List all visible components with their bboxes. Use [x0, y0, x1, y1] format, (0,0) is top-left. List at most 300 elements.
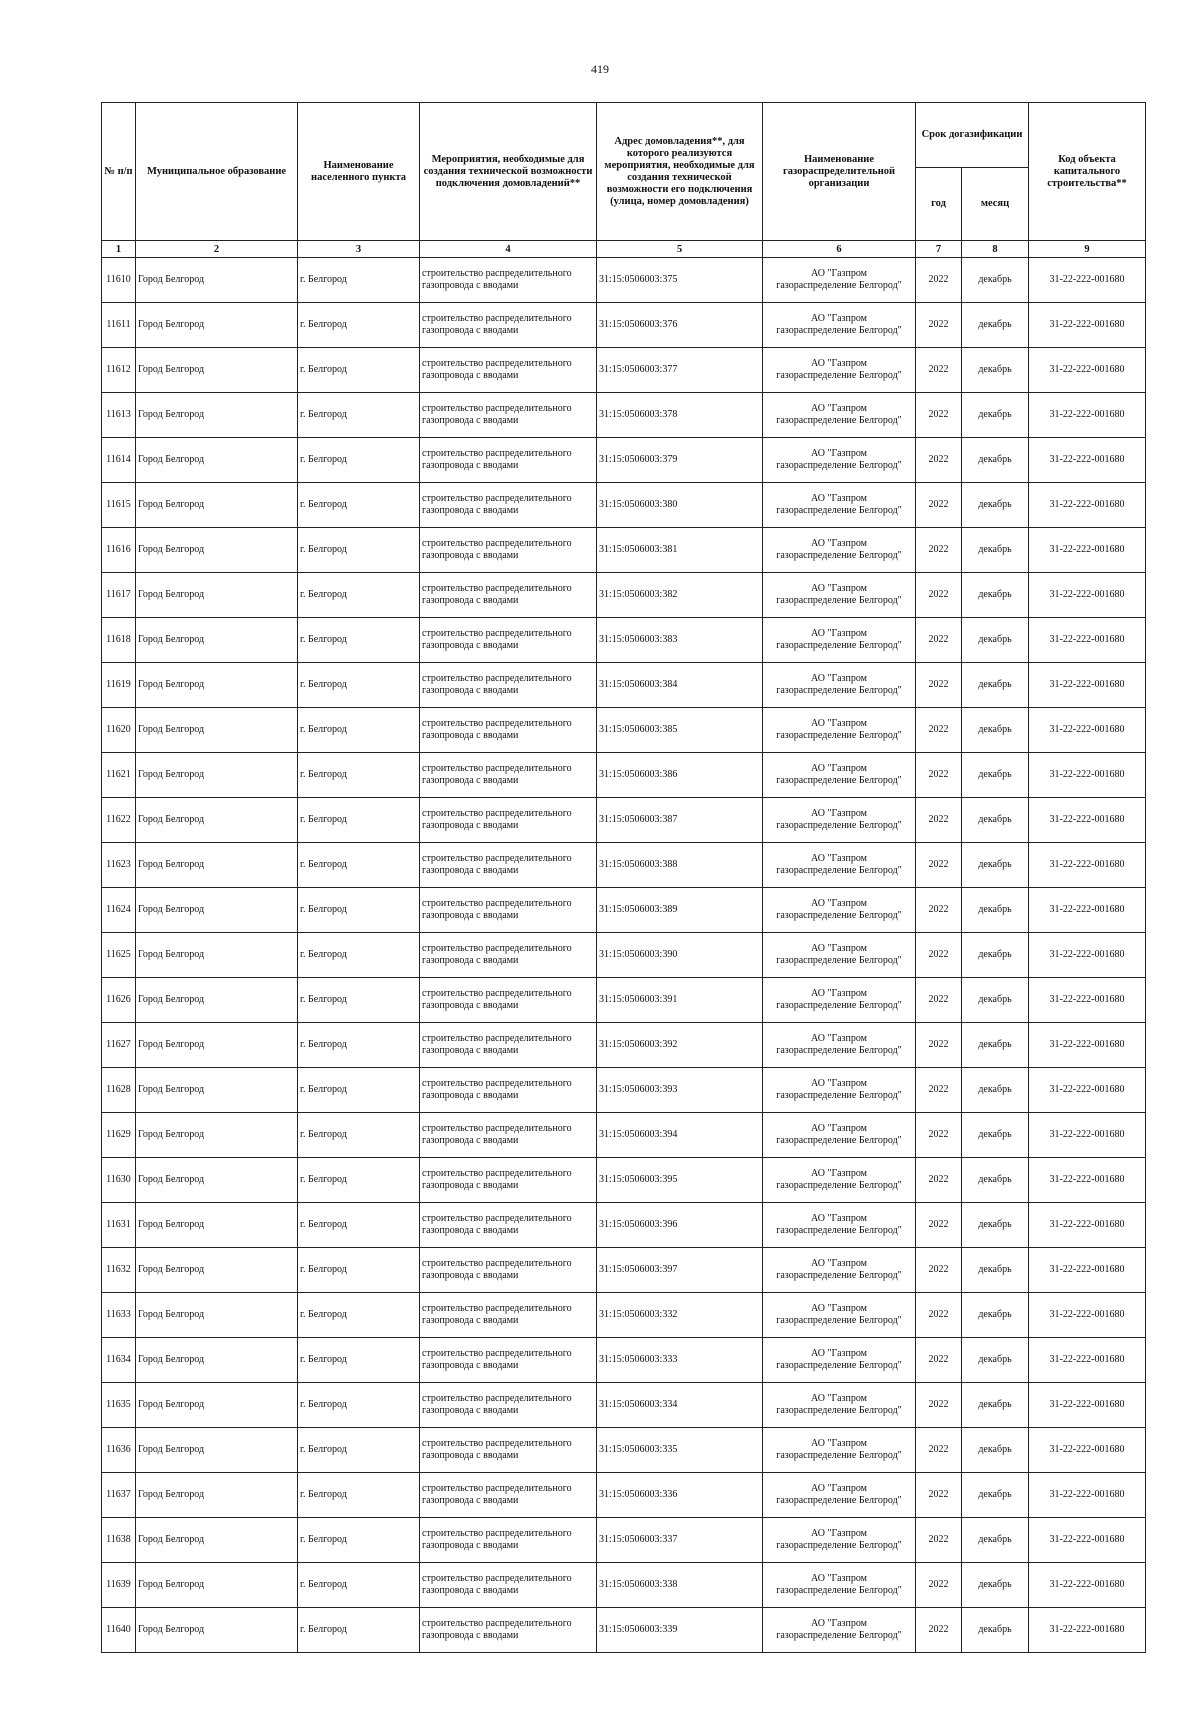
address-cell: 31:15:0506003:378	[597, 393, 763, 438]
organization-cell	[763, 888, 916, 933]
municipality-cell: Город Белгород	[136, 1068, 298, 1113]
organization-cell	[763, 663, 916, 708]
municipality-cell: Город Белгород	[136, 1023, 298, 1068]
activity-cell: строительство распределительного газопровода с вводами	[420, 1023, 597, 1068]
table-row	[102, 663, 1146, 708]
address-cell: 31:15:0506003:394	[597, 1113, 763, 1158]
month-cell: декабрь	[962, 1428, 1029, 1473]
locality-cell: г. Белгород	[298, 1203, 420, 1248]
organization-line1: АО "Газпром	[811, 1213, 867, 1224]
organization-line2: газораспределение Белгород"	[776, 1045, 902, 1056]
activity-cell: строительство распределительного газопровода с вводами	[420, 753, 597, 798]
code-cell: 31-22-222-001680	[1029, 1338, 1146, 1383]
table-body	[102, 258, 1146, 1653]
municipality-cell: Город Белгород	[136, 708, 298, 753]
activity-cell: строительство распределительного газопровода с вводами	[420, 1338, 597, 1383]
address-cell: 31:15:0506003:386	[597, 753, 763, 798]
address-cell: 31:15:0506003:396	[597, 1203, 763, 1248]
table-header	[102, 103, 1146, 258]
municipality-cell: Город Белгород	[136, 1248, 298, 1293]
month-cell: декабрь	[962, 483, 1029, 528]
month-cell: декабрь	[962, 1473, 1029, 1518]
organization-line2: газораспределение Белгород"	[776, 820, 902, 831]
year-cell: 2022	[916, 573, 962, 618]
month-cell: декабрь	[962, 708, 1029, 753]
row-number: 11633	[102, 1293, 136, 1338]
gasification-table	[101, 102, 1146, 1653]
activity-cell: строительство распределительного газопровода с вводами	[420, 1248, 597, 1293]
municipality-cell: Город Белгород	[136, 303, 298, 348]
organization-cell	[763, 483, 916, 528]
month-cell: декабрь	[962, 933, 1029, 978]
municipality-cell: Город Белгород	[136, 1338, 298, 1383]
organization-cell	[763, 1428, 916, 1473]
organization-cell	[763, 1518, 916, 1563]
municipality-cell: Город Белгород	[136, 978, 298, 1023]
month-cell: декабрь	[962, 1023, 1029, 1068]
table-row	[102, 933, 1146, 978]
activity-cell: строительство распределительного газопровода с вводами	[420, 1428, 597, 1473]
code-cell: 31-22-222-001680	[1029, 798, 1146, 843]
municipality-cell: Город Белгород	[136, 438, 298, 483]
organization-line1: АО "Газпром	[811, 358, 867, 369]
organization-line2: газораспределение Белгород"	[776, 1000, 902, 1011]
code-cell: 31-22-222-001680	[1029, 663, 1146, 708]
year-cell: 2022	[916, 258, 962, 303]
organization-cell	[763, 753, 916, 798]
year-cell: 2022	[916, 528, 962, 573]
organization-line2: газораспределение Белгород"	[776, 1090, 902, 1101]
column-number: 6	[763, 241, 916, 258]
month-cell: декабрь	[962, 1113, 1029, 1158]
locality-cell: г. Белгород	[298, 483, 420, 528]
locality-cell: г. Белгород	[298, 663, 420, 708]
address-cell: 31:15:0506003:393	[597, 1068, 763, 1113]
row-number: 11627	[102, 1023, 136, 1068]
organization-line2: газораспределение Белгород"	[776, 1450, 902, 1461]
month-cell: декабрь	[962, 303, 1029, 348]
table-row	[102, 1338, 1146, 1383]
organization-line1: АО "Газпром	[811, 403, 867, 414]
row-number: 11620	[102, 708, 136, 753]
code-cell: 31-22-222-001680	[1029, 438, 1146, 483]
year-cell: 2022	[916, 1248, 962, 1293]
organization-cell	[763, 1338, 916, 1383]
code-cell: 31-22-222-001680	[1029, 1473, 1146, 1518]
locality-cell: г. Белгород	[298, 1473, 420, 1518]
municipality-cell: Город Белгород	[136, 618, 298, 663]
year-cell: 2022	[916, 483, 962, 528]
year-cell: 2022	[916, 1428, 962, 1473]
code-cell: 31-22-222-001680	[1029, 1428, 1146, 1473]
table-row	[102, 1023, 1146, 1068]
organization-line2: газораспределение Белгород"	[776, 325, 902, 336]
locality-cell: г. Белгород	[298, 1563, 420, 1608]
address-cell: 31:15:0506003:335	[597, 1428, 763, 1473]
activity-cell: строительство распределительного газопровода с вводами	[420, 573, 597, 618]
locality-cell: г. Белгород	[298, 573, 420, 618]
organization-line2: газораспределение Белгород"	[776, 730, 902, 741]
activity-cell: строительство распределительного газопровода с вводами	[420, 483, 597, 528]
locality-cell: г. Белгород	[298, 258, 420, 303]
activity-cell: строительство распределительного газопровода с вводами	[420, 303, 597, 348]
locality-cell: г. Белгород	[298, 1428, 420, 1473]
month-cell: декабрь	[962, 978, 1029, 1023]
table-row	[102, 1293, 1146, 1338]
organization-line1: АО "Газпром	[811, 1528, 867, 1539]
organization-line1: АО "Газпром	[811, 1303, 867, 1314]
municipality-cell: Город Белгород	[136, 1158, 298, 1203]
row-number: 11626	[102, 978, 136, 1023]
organization-line1: АО "Газпром	[811, 718, 867, 729]
activity-cell: строительство распределительного газопровода с вводами	[420, 978, 597, 1023]
month-cell: декабрь	[962, 888, 1029, 933]
row-number: 11629	[102, 1113, 136, 1158]
month-cell: декабрь	[962, 798, 1029, 843]
activity-cell: строительство распределительного газопровода с вводами	[420, 618, 597, 663]
organization-cell	[763, 528, 916, 573]
row-number: 11632	[102, 1248, 136, 1293]
year-cell: 2022	[916, 1023, 962, 1068]
organization-line1: АО "Газпром	[811, 1393, 867, 1404]
organization-cell	[763, 348, 916, 393]
code-cell: 31-22-222-001680	[1029, 303, 1146, 348]
organization-line1: АО "Газпром	[811, 1438, 867, 1449]
activity-cell: строительство распределительного газопровода с вводами	[420, 1473, 597, 1518]
table-row	[102, 1113, 1146, 1158]
activity-cell: строительство распределительного газопровода с вводами	[420, 393, 597, 438]
municipality-cell: Город Белгород	[136, 1383, 298, 1428]
table-row	[102, 1383, 1146, 1428]
locality-cell: г. Белгород	[298, 618, 420, 663]
year-cell: 2022	[916, 393, 962, 438]
code-cell: 31-22-222-001680	[1029, 1383, 1146, 1428]
row-number: 11640	[102, 1608, 136, 1653]
table-row	[102, 528, 1146, 573]
locality-cell: г. Белгород	[298, 1068, 420, 1113]
organization-line2: газораспределение Белгород"	[776, 1540, 902, 1551]
row-number: 11636	[102, 1428, 136, 1473]
organization-line1: АО "Газпром	[811, 1078, 867, 1089]
organization-cell	[763, 1473, 916, 1518]
organization-line2: газораспределение Белгород"	[776, 1405, 902, 1416]
year-cell: 2022	[916, 708, 962, 753]
organization-cell	[763, 978, 916, 1023]
organization-line2: газораспределение Белгород"	[776, 415, 902, 426]
activity-cell: строительство распределительного газопровода с вводами	[420, 708, 597, 753]
activity-cell: строительство распределительного газопровода с вводами	[420, 438, 597, 483]
locality-cell: г. Белгород	[298, 1338, 420, 1383]
code-cell: 31-22-222-001680	[1029, 573, 1146, 618]
header-code: Код объекта капитального строительства**	[1029, 103, 1146, 241]
organization-line1: АО "Газпром	[811, 988, 867, 999]
organization-line2: газораспределение Белгород"	[776, 1585, 902, 1596]
organization-cell	[763, 933, 916, 978]
row-number: 11638	[102, 1518, 136, 1563]
organization-line2: газораспределение Белгород"	[776, 595, 902, 606]
month-cell: декабрь	[962, 573, 1029, 618]
organization-cell	[763, 1563, 916, 1608]
header-month: месяц	[962, 168, 1029, 241]
address-cell: 31:15:0506003:379	[597, 438, 763, 483]
organization-line1: АО "Газпром	[811, 673, 867, 684]
table-row	[102, 393, 1146, 438]
row-number: 11611	[102, 303, 136, 348]
row-number: 11612	[102, 348, 136, 393]
code-cell: 31-22-222-001680	[1029, 708, 1146, 753]
month-cell: декабрь	[962, 528, 1029, 573]
table-row	[102, 798, 1146, 843]
table-row	[102, 1473, 1146, 1518]
row-number: 11621	[102, 753, 136, 798]
locality-cell: г. Белгород	[298, 348, 420, 393]
code-cell: 31-22-222-001680	[1029, 1518, 1146, 1563]
address-cell: 31:15:0506003:397	[597, 1248, 763, 1293]
address-cell: 31:15:0506003:389	[597, 888, 763, 933]
month-cell: декабрь	[962, 393, 1029, 438]
year-cell: 2022	[916, 1113, 962, 1158]
organization-line1: АО "Газпром	[811, 1258, 867, 1269]
organization-line2: газораспределение Белгород"	[776, 370, 902, 381]
municipality-cell: Город Белгород	[136, 528, 298, 573]
code-cell: 31-22-222-001680	[1029, 1023, 1146, 1068]
row-number: 11617	[102, 573, 136, 618]
month-cell: декабрь	[962, 663, 1029, 708]
organization-line2: газораспределение Белгород"	[776, 1225, 902, 1236]
municipality-cell: Город Белгород	[136, 483, 298, 528]
organization-line1: АО "Газпром	[811, 943, 867, 954]
organization-line1: АО "Газпром	[811, 1483, 867, 1494]
organization-line2: газораспределение Белгород"	[776, 1630, 902, 1641]
table-row	[102, 1428, 1146, 1473]
municipality-cell: Город Белгород	[136, 393, 298, 438]
address-cell: 31:15:0506003:375	[597, 258, 763, 303]
municipality-cell: Город Белгород	[136, 1293, 298, 1338]
row-number: 11624	[102, 888, 136, 933]
locality-cell: г. Белгород	[298, 978, 420, 1023]
organization-cell	[763, 1203, 916, 1248]
address-cell: 31:15:0506003:377	[597, 348, 763, 393]
year-cell: 2022	[916, 1518, 962, 1563]
activity-cell: строительство распределительного газопровода с вводами	[420, 1113, 597, 1158]
organization-cell	[763, 843, 916, 888]
organization-line2: газораспределение Белгород"	[776, 460, 902, 471]
column-number: 3	[298, 241, 420, 258]
organization-cell	[763, 438, 916, 483]
address-cell: 31:15:0506003:334	[597, 1383, 763, 1428]
code-cell: 31-22-222-001680	[1029, 1113, 1146, 1158]
municipality-cell: Город Белгород	[136, 753, 298, 798]
organization-line1: АО "Газпром	[811, 493, 867, 504]
activity-cell: строительство распределительного газопровода с вводами	[420, 528, 597, 573]
organization-line2: газораспределение Белгород"	[776, 280, 902, 291]
organization-line1: АО "Газпром	[811, 313, 867, 324]
locality-cell: г. Белгород	[298, 1248, 420, 1293]
row-number: 11637	[102, 1473, 136, 1518]
address-cell: 31:15:0506003:392	[597, 1023, 763, 1068]
municipality-cell: Город Белгород	[136, 1203, 298, 1248]
row-number: 11623	[102, 843, 136, 888]
activity-cell: строительство распределительного газопровода с вводами	[420, 933, 597, 978]
organization-line2: газораспределение Белгород"	[776, 865, 902, 876]
code-cell: 31-22-222-001680	[1029, 1293, 1146, 1338]
column-number: 9	[1029, 241, 1146, 258]
row-number: 11616	[102, 528, 136, 573]
year-cell: 2022	[916, 843, 962, 888]
organization-line1: АО "Газпром	[811, 1033, 867, 1044]
organization-line2: газораспределение Белгород"	[776, 1360, 902, 1371]
locality-cell: г. Белгород	[298, 843, 420, 888]
row-number: 11615	[102, 483, 136, 528]
year-cell: 2022	[916, 1158, 962, 1203]
organization-line2: газораспределение Белгород"	[776, 1180, 902, 1191]
year-cell: 2022	[916, 303, 962, 348]
row-number: 11619	[102, 663, 136, 708]
address-cell: 31:15:0506003:387	[597, 798, 763, 843]
municipality-cell: Город Белгород	[136, 1518, 298, 1563]
activity-cell: строительство распределительного газопровода с вводами	[420, 258, 597, 303]
organization-line1: АО "Газпром	[811, 898, 867, 909]
table-row	[102, 618, 1146, 663]
organization-line2: газораспределение Белгород"	[776, 640, 902, 651]
municipality-cell: Город Белгород	[136, 798, 298, 843]
row-number: 11614	[102, 438, 136, 483]
organization-line1: АО "Газпром	[811, 538, 867, 549]
municipality-cell: Город Белгород	[136, 1473, 298, 1518]
organization-cell	[763, 618, 916, 663]
organization-cell	[763, 1293, 916, 1338]
column-number: 5	[597, 241, 763, 258]
organization-cell	[763, 1158, 916, 1203]
row-number: 11630	[102, 1158, 136, 1203]
organization-cell	[763, 1608, 916, 1653]
organization-cell	[763, 393, 916, 438]
table-row	[102, 1068, 1146, 1113]
year-cell: 2022	[916, 1383, 962, 1428]
column-number: 7	[916, 241, 962, 258]
address-cell: 31:15:0506003:337	[597, 1518, 763, 1563]
year-cell: 2022	[916, 798, 962, 843]
month-cell: декабрь	[962, 618, 1029, 663]
address-cell: 31:15:0506003:339	[597, 1608, 763, 1653]
code-cell: 31-22-222-001680	[1029, 1068, 1146, 1113]
locality-cell: г. Белгород	[298, 798, 420, 843]
row-number: 11635	[102, 1383, 136, 1428]
header-organization: Наименование газораспределительной организации	[763, 103, 916, 241]
month-cell: декабрь	[962, 1203, 1029, 1248]
code-cell: 31-22-222-001680	[1029, 1158, 1146, 1203]
locality-cell: г. Белгород	[298, 393, 420, 438]
organization-cell	[763, 1023, 916, 1068]
activity-cell: строительство распределительного газопровода с вводами	[420, 798, 597, 843]
row-number: 11631	[102, 1203, 136, 1248]
table-row	[102, 1563, 1146, 1608]
organization-cell	[763, 1113, 916, 1158]
address-cell: 31:15:0506003:395	[597, 1158, 763, 1203]
organization-cell	[763, 303, 916, 348]
address-cell: 31:15:0506003:388	[597, 843, 763, 888]
municipality-cell: Город Белгород	[136, 1428, 298, 1473]
organization-line2: газораспределение Белгород"	[776, 1315, 902, 1326]
year-cell: 2022	[916, 1563, 962, 1608]
activity-cell: строительство распределительного газопровода с вводами	[420, 1158, 597, 1203]
organization-line1: АО "Газпром	[811, 1573, 867, 1584]
municipality-cell: Город Белгород	[136, 933, 298, 978]
activity-cell: строительство распределительного газопровода с вводами	[420, 888, 597, 933]
locality-cell: г. Белгород	[298, 1293, 420, 1338]
municipality-cell: Город Белгород	[136, 1608, 298, 1653]
year-cell: 2022	[916, 933, 962, 978]
code-cell: 31-22-222-001680	[1029, 753, 1146, 798]
municipality-cell: Город Белгород	[136, 663, 298, 708]
code-cell: 31-22-222-001680	[1029, 528, 1146, 573]
activity-cell: строительство распределительного газопровода с вводами	[420, 1293, 597, 1338]
locality-cell: г. Белгород	[298, 438, 420, 483]
row-number: 11634	[102, 1338, 136, 1383]
address-cell: 31:15:0506003:391	[597, 978, 763, 1023]
header-year: год	[916, 168, 962, 241]
address-cell: 31:15:0506003:385	[597, 708, 763, 753]
year-cell: 2022	[916, 753, 962, 798]
code-cell: 31-22-222-001680	[1029, 618, 1146, 663]
organization-line1: АО "Газпром	[811, 583, 867, 594]
month-cell: декабрь	[962, 1608, 1029, 1653]
address-cell: 31:15:0506003:381	[597, 528, 763, 573]
municipality-cell: Город Белгород	[136, 348, 298, 393]
organization-line1: АО "Газпром	[811, 763, 867, 774]
organization-line2: газораспределение Белгород"	[776, 550, 902, 561]
address-cell: 31:15:0506003:332	[597, 1293, 763, 1338]
column-number: 4	[420, 241, 597, 258]
table-row	[102, 888, 1146, 933]
code-cell: 31-22-222-001680	[1029, 1248, 1146, 1293]
locality-cell: г. Белгород	[298, 933, 420, 978]
activity-cell: строительство распределительного газопровода с вводами	[420, 663, 597, 708]
code-cell: 31-22-222-001680	[1029, 348, 1146, 393]
row-number: 11613	[102, 393, 136, 438]
header-num: № п/п	[102, 103, 136, 241]
column-number: 1	[102, 241, 136, 258]
code-cell: 31-22-222-001680	[1029, 978, 1146, 1023]
organization-line2: газораспределение Белгород"	[776, 1495, 902, 1506]
month-cell: декабрь	[962, 258, 1029, 303]
header-locality: Наименование населенного пункта	[298, 103, 420, 241]
activity-cell: строительство распределительного газопровода с вводами	[420, 1203, 597, 1248]
year-cell: 2022	[916, 888, 962, 933]
organization-line2: газораспределение Белгород"	[776, 1270, 902, 1281]
row-number: 11610	[102, 258, 136, 303]
organization-line1: АО "Газпром	[811, 808, 867, 819]
code-cell: 31-22-222-001680	[1029, 843, 1146, 888]
row-number: 11639	[102, 1563, 136, 1608]
month-cell: декабрь	[962, 438, 1029, 483]
header-activity: Мероприятия, необходимые для создания технической возможности подключения домовладений**	[420, 103, 597, 241]
table-row	[102, 1158, 1146, 1203]
activity-cell: строительство распределительного газопровода с вводами	[420, 1518, 597, 1563]
organization-cell	[763, 258, 916, 303]
locality-cell: г. Белгород	[298, 1383, 420, 1428]
page-number: 419	[591, 62, 609, 76]
organization-cell	[763, 798, 916, 843]
code-cell: 31-22-222-001680	[1029, 1563, 1146, 1608]
locality-cell: г. Белгород	[298, 303, 420, 348]
column-number: 8	[962, 241, 1029, 258]
table-row	[102, 753, 1146, 798]
activity-cell: строительство распределительного газопровода с вводами	[420, 1608, 597, 1653]
table-row	[102, 978, 1146, 1023]
month-cell: декабрь	[962, 1293, 1029, 1338]
year-cell: 2022	[916, 1068, 962, 1113]
